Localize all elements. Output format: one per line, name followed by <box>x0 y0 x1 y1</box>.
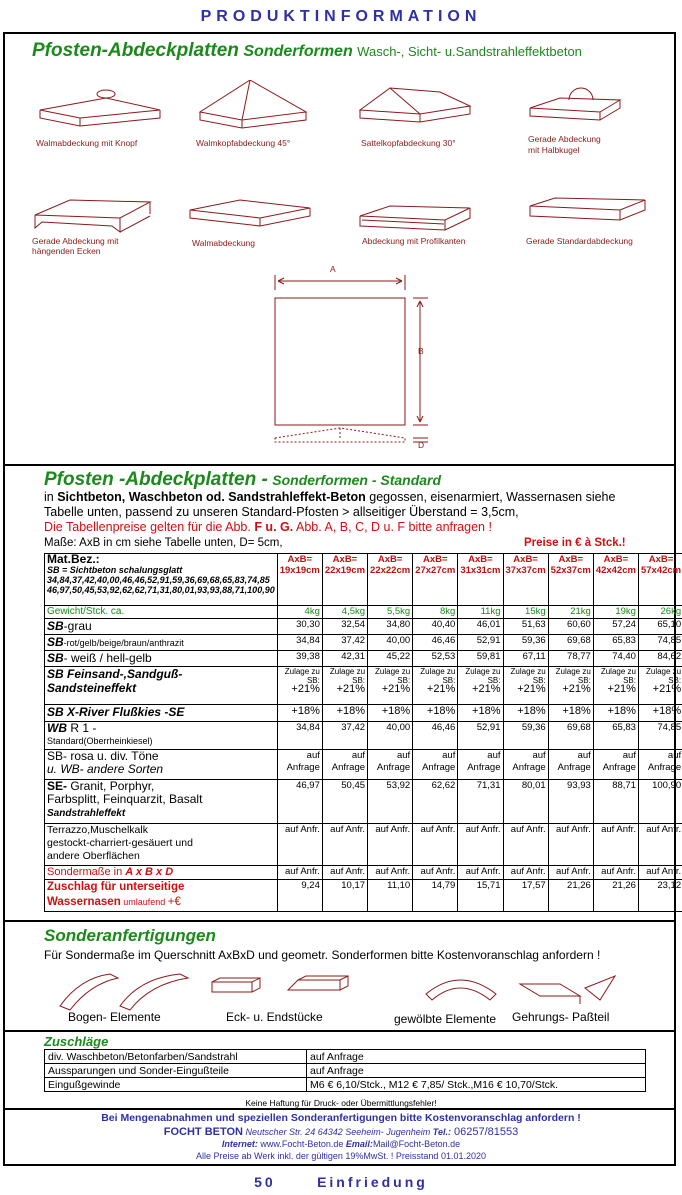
row-label: Terrazzo,Muschelkalk gestockt-charriert-gesäuert und andere Oberflächen <box>45 824 278 866</box>
shape-caption: mit Halbkugel <box>528 145 580 155</box>
shape-caption: Gerade Standardabdeckung <box>526 236 633 246</box>
dimension-drawing <box>275 275 428 442</box>
zulage-cell: Zulage zu SB: +21% <box>548 667 593 705</box>
zulage-cell: Zulage zu SB: +21% <box>277 667 322 705</box>
shape-standard <box>530 198 645 220</box>
section2-line1: in Sichtbeton, Waschbeton od. Sandstrahleffekt-Beton gegossen, eisenarmiert, Wassernasen siehe <box>44 490 616 504</box>
size-header: AxB= 31x31cm <box>458 554 503 606</box>
shape-profil <box>360 206 470 230</box>
shape-walm-knopf <box>40 90 160 126</box>
shape-caption: Sattelkopfabdeckung 30° <box>361 138 456 148</box>
zuschlaege-table: div. Waschbeton/Betonfarben/Sandstrahl auf Anfrage Aussparungen und Sonder-Eingußteile auf Anfrage Eingußgewinde M6 € 6,10/Stck., M12 € 7,85/ Stck.,M16 € 10,70/Stck. <box>44 1049 646 1092</box>
sonder-label: Gehrungs- Paßteil <box>512 1010 610 1024</box>
zulage-cell: Zulage zu SB: +21% <box>638 667 682 705</box>
row-label: SB Feinsand-,Sandguß- Sandsteineffekt <box>45 667 278 705</box>
size-header: AxB= 37x37cm <box>503 554 548 606</box>
row-label: SB X-River Flußkies -SE <box>45 705 278 722</box>
size-header: AxB= 27x27cm <box>413 554 458 606</box>
shape-caption: Abdeckung mit Profilkanten <box>362 236 466 246</box>
footer-address: FOCHT BETON Neutscher Str. 24 64342 Seeheim- Jugenheim Tel.: 06257/81553 <box>163 1126 519 1138</box>
row-label: SB- rosa u. div. Töne u. WB- andere Sorten <box>45 750 278 780</box>
size-header: AxB= 19x19cm <box>277 554 322 606</box>
shape-sattel <box>360 88 470 122</box>
shape-caption: hängenden Ecken <box>32 246 101 256</box>
shape-caption: Walmabdeckung mit Knopf <box>36 138 138 148</box>
row-label: SB-rot/gelb/beige/braun/anthrazit <box>45 635 278 651</box>
header-title: PRODUKTINFORMATION <box>200 8 482 25</box>
footer-prices: Alle Preise ab Werk inkl. der gültigen 19%MwSt. ! Preisstand 01.01.2020 <box>196 1151 486 1161</box>
sonder-text: Für Sondermaße im Querschnitt AxBxD und geometr. Sonderformen bitte Kostenvoranschlag anfordern ! <box>44 948 601 962</box>
divider <box>4 1030 675 1032</box>
dim-label-d: D <box>418 440 425 450</box>
section2-title: Pfosten -Abdeckplatten - Sonderformen - Standard <box>44 469 442 490</box>
row-label: WB R 1 - Standard(Oberrheinkiesel) <box>45 722 278 750</box>
section2-line2: Tabelle unten, passend zu unseren Standard-Pfosten > allseitiger Überstand = 3,5cm, <box>44 505 519 519</box>
footer-web: Internet: www.Focht-Beton.de Email:Mail@Focht-Beton.de <box>221 1139 461 1149</box>
page-footer: 50 Einfriedung <box>254 1174 428 1190</box>
sonder-title: Sonderanfertigungen <box>44 926 216 945</box>
row-label: Gewicht/Stck. ca. <box>45 606 278 619</box>
row-label: SE- Granit, Porphyr, Farbsplitt, Feinquarzit, Basalt Sandstrahleffekt <box>45 780 278 824</box>
divider <box>4 464 675 466</box>
row-label: Zuschlag für unterseitige Wassernasen umlaufend +€ <box>45 880 278 912</box>
zulage-cell: Zulage zu SB: +21% <box>458 667 503 705</box>
shape-caption: Walmabdeckung <box>192 238 255 248</box>
matbez-cell: Mat.Bez.: SB = Sichtbeton schalungsglatt 34,84,37,42,40,00,46,46,52,91,59,36,69,68,65,83,74,85 46,97,50,45,53,92,62,62,71,31,80,01,93,93,88,71,100,90 <box>45 554 278 606</box>
dim-label-a: A <box>330 264 336 274</box>
divider <box>4 1108 675 1110</box>
sonder-label: Bogen- Elemente <box>68 1010 161 1024</box>
sonder-label: Eck- u. Endstücke <box>226 1010 323 1024</box>
size-header: AxB= 22x22cm <box>368 554 413 606</box>
shape-caption: Gerade Abdeckung mit <box>32 236 119 246</box>
zulage-cell: Zulage zu SB: +21% <box>368 667 413 705</box>
size-header: AxB= 57x42cm <box>638 554 682 606</box>
row-label: SB- weiß / hell-gelb <box>45 651 278 667</box>
zulage-cell: Zulage zu SB: +21% <box>593 667 638 705</box>
shape-walmkopf <box>200 80 306 128</box>
price-table: Mat.Bez.: SB = Sichtbeton schalungsglatt 34,84,37,42,40,00,46,46,52,91,59,36,69,68,65,83,74,85 46,97,50,45,53,92,62,62,71,31,80,01,93,93,88,71,100,90 AxB= 19x19cm AxB= 22x19cm AxB= 22x22cm AxB= 27x27cm AxB= 31x31cm AxB= 37x37cm AxB= 52x37cm AxB= 42x42cm AxB= 57x42cm Gewicht/Stck. ca. 4kg 4,5kg 5,5kg 8kg 11kg 15kg 21kg 19kg 26kg SB-grau 30,30 32,54 34,80 40,40 46,01 51,63 60,60 57,24 65,10 SB-rot/gelb/beige/braun/anthrazit 34,84 37,42 40,00 46,46 52,91 59,36 69,68 65,83 74,85 SB- weiß / hell-gelb 39,38 42,31 45,22 52,53 59,81 67,11 78,77 74,40 84,62 SB Feinsand-,Sandguß- Sandsteineffekt Zulage zu SB: +21% Zulage zu SB: +21% Zulage zu SB: +21% Zulage zu SB: +21% Zulage zu SB: +21% Zulage zu SB: +21% Zulage zu SB: +21% Zulage zu SB: +21% Zulage zu SB: +21% SB X-River Flußkies -SE +18% +18% +18% +18% +18% +18% +18% +18% +18% WB R 1 - Standard(Oberrheinkiesel) 34,84 37,42 40,00 46,46 52,91 59,36 69,68 65,83 74,85 SB- rosa u. div. Töne u. WB- andere Sorten auf Anfrage auf Anfrage auf Anfrage auf Anfrage auf Anfrage auf Anfrage auf Anfrage auf Anfrage auf Anfrage SE- Granit, Porphyr, Farbsplitt, Feinquarzit, Basalt Sandstrahleffekt 46,97 50,45 53,92 62,62 71,31 80,01 93,93 88,71 100,90 Terrazzo,Muschelkalk gestockt-charriert-gesäuert und andere Oberflächen auf Anfr. auf Anfr. auf Anfr. auf Anfr. auf Anfr. auf Anfr. auf Anfr. auf Anfr. auf Anfr. Sondermaße in A x B x D auf Anfr. auf Anfr. auf Anfr. auf Anfr. auf Anfr. auf Anfr. auf Anfr. auf Anfr. auf Anfr. Zuschlag für unterseitige Wassernasen umlaufend +€ 9,24 10,17 11,10 14,79 15,71 17,57 21,26 21,26 23,12 <box>44 553 682 912</box>
zulage-cell: Zulage zu SB: +21% <box>413 667 458 705</box>
zuschlaege-title: Zuschläge <box>44 1034 109 1049</box>
zulage-cell: Zulage zu SB: +21% <box>503 667 548 705</box>
row-label: SB-grau <box>45 619 278 635</box>
shape-gerade-ecken <box>35 200 150 232</box>
section2-line3: Die Tabellenpreise gelten für die Abb. F u. G. Abb. A, B, C, D u. F bitte anfragen ! <box>44 520 492 534</box>
size-header: AxB= 52x37cm <box>548 554 593 606</box>
page-title: Pfosten-Abdeckplatten Sonderformen Wasch-, Sicht- u.Sandstrahleffektbeton <box>32 40 582 61</box>
shape-caption: Walmkopfabdeckung 45° <box>196 138 291 148</box>
sonder-drawings <box>40 966 660 1014</box>
shape-halbkugel <box>530 88 620 120</box>
sonder-label: gewölbte Elemente <box>394 1012 497 1026</box>
section2-line4: Maße: AxB in cm siehe Tabelle unten, D= 5cm, <box>44 537 283 549</box>
shape-walm <box>190 200 310 226</box>
row-label: Sondermaße in A x B x D <box>45 866 278 880</box>
divider <box>4 920 675 922</box>
size-header: AxB= 22x19cm <box>322 554 367 606</box>
disclaimer: Keine Haftung für Druck- oder Übermittlungsfehler! <box>245 1098 437 1108</box>
shape-caption: Gerade Abdeckung <box>528 134 601 144</box>
dim-label-b: B <box>418 346 424 356</box>
size-header: AxB= 42x42cm <box>593 554 638 606</box>
footer-cta: Bei Mengenabnahmen und speziellen Sonderanfertigungen bitte Kostenvoranschlag anfordern ! <box>101 1112 581 1124</box>
prices-note: Preise in € à Stck.! <box>524 537 626 549</box>
zulage-cell: Zulage zu SB: +21% <box>322 667 367 705</box>
